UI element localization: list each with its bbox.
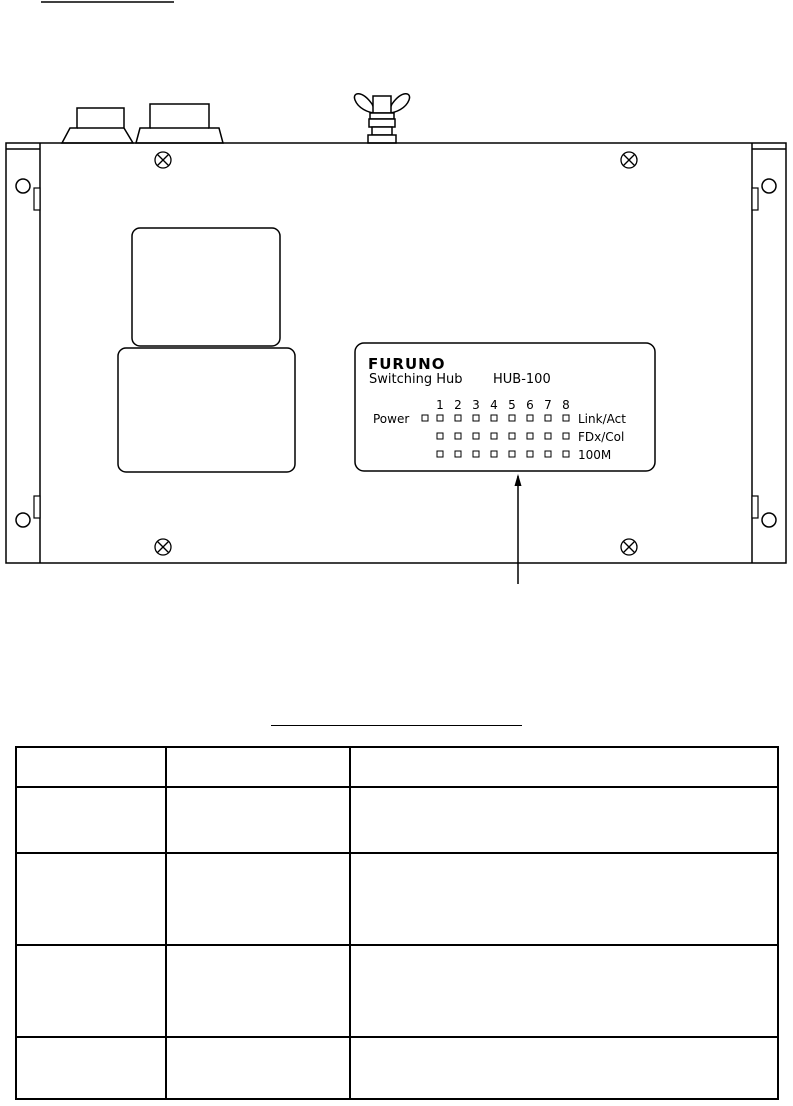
ground-wing-nut-icon [354,94,409,143]
port-led-grid [437,415,569,457]
connector-dsub [136,104,223,143]
screw-icon [621,152,637,168]
port-led [473,415,479,421]
port-led [527,433,533,439]
product-name: Switching Hub [369,372,463,387]
callout-arrow [515,474,522,584]
port-number: 2 [454,398,462,412]
table-row [16,1037,778,1099]
port-led [473,433,479,439]
port-led [437,415,443,421]
port-led [545,433,551,439]
port-number: 5 [508,398,516,412]
table-cell [350,945,778,1037]
row-label-100m: 100M [578,448,612,462]
status-panel [355,343,655,471]
table-cell [16,1037,166,1099]
table-cell [16,853,166,945]
port-led [473,451,479,457]
label-plate-lower [118,348,295,472]
screw-icon [155,152,171,168]
port-number: 8 [562,398,570,412]
port-number: 3 [472,398,480,412]
brand-logo: FURUNO [368,355,446,373]
table-row [16,787,778,853]
bracket-tabs [34,188,758,518]
port-number: 6 [526,398,534,412]
row-label-fdx-col: FDx/Col [578,430,625,444]
port-led [509,451,515,457]
table-header-cell [350,747,778,787]
port-led [491,433,497,439]
table-cell [16,787,166,853]
port-number: 4 [490,398,498,412]
table-title-underline [271,725,522,726]
table-cell [350,787,778,853]
table-cell [166,1037,350,1099]
port-led [455,433,461,439]
port-led [437,433,443,439]
port-led [545,451,551,457]
port-led [527,415,533,421]
mounting-holes [16,179,776,527]
table-cell [166,945,350,1037]
table-cell [350,853,778,945]
port-led [509,433,515,439]
table-cell [166,787,350,853]
port-number: 7 [544,398,552,412]
screw-icon [155,539,171,555]
row-label-link-act: Link/Act [578,412,626,426]
table-header-row [16,747,778,787]
port-led [509,415,515,421]
port-led [563,415,569,421]
table-row [16,853,778,945]
table-cell [350,1037,778,1099]
port-led [437,451,443,457]
screw-icon [621,539,637,555]
port-led [491,451,497,457]
port-led [563,451,569,457]
port-led [455,415,461,421]
model-name: HUB-100 [493,372,551,387]
port-led [455,451,461,457]
port-number: 1 [436,398,444,412]
chassis [6,143,786,563]
power-led [422,415,428,421]
table-header-cell [16,747,166,787]
port-led [491,415,497,421]
table-header-cell [166,747,350,787]
table-row [16,945,778,1037]
port-led [563,433,569,439]
connector-left [62,108,133,143]
table-cell [166,853,350,945]
label-plate-upper [132,228,280,346]
screw-icons [155,152,637,555]
power-label: Power [373,412,410,426]
table-cell [16,945,166,1037]
led-description-table [15,746,779,1100]
port-led [527,451,533,457]
port-led [545,415,551,421]
